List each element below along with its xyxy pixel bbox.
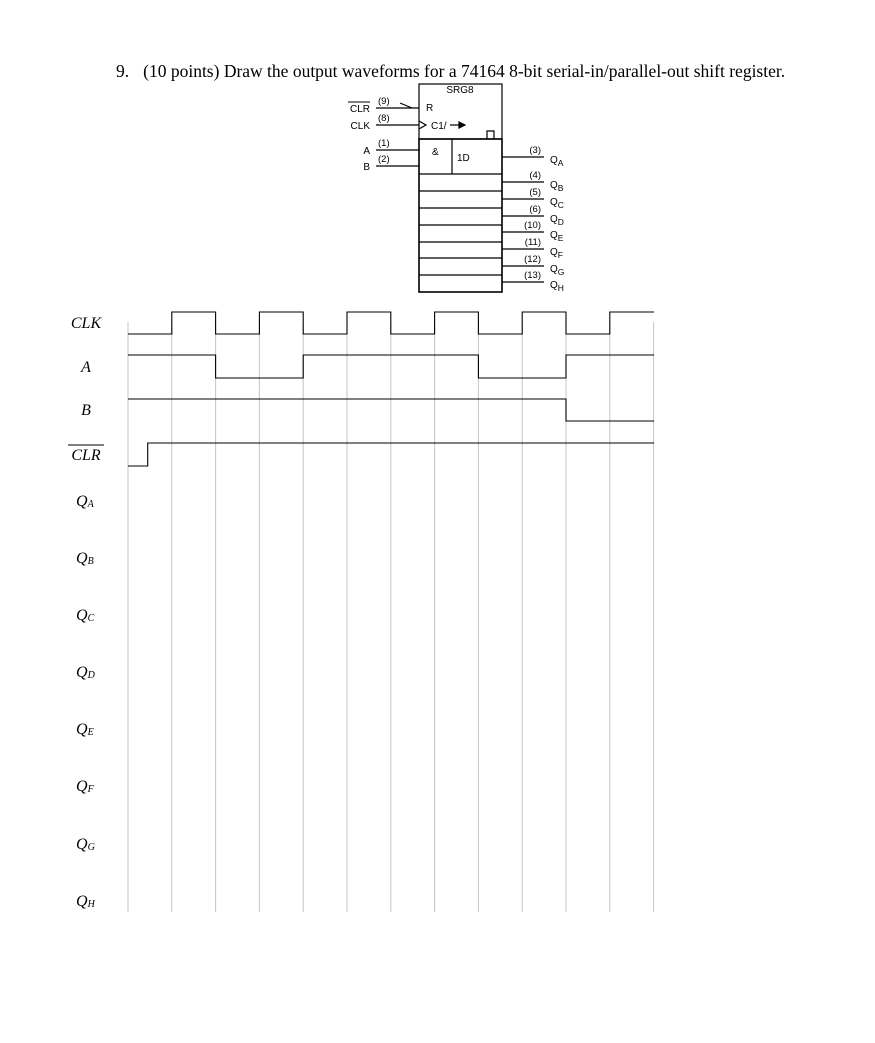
- chip-output-qe: $Q_E$: [550, 230, 564, 243]
- chip-input-a: A: [363, 146, 370, 157]
- signal-label-clr: CLR: [71, 447, 101, 464]
- control-notch: [487, 131, 494, 139]
- chip-output-qh: $Q_H$: [550, 280, 564, 293]
- chip-output-qa: $Q_A$: [550, 155, 564, 168]
- clr-inversion-icon: [400, 103, 412, 108]
- output-label-qg: QG: [76, 836, 95, 853]
- chip-output-pin: (12): [524, 254, 541, 265]
- chip-output-pin: (3): [529, 145, 541, 156]
- chip-input-clr: CLR: [349, 104, 370, 115]
- chip-output-qd: $Q_D$: [550, 214, 564, 227]
- chip-input-pin: (9): [378, 96, 390, 107]
- signal-label-b: B: [81, 402, 91, 419]
- chip-output-pin: (4): [529, 170, 541, 181]
- question-number: 9.: [116, 61, 130, 81]
- clock-label: C1/: [431, 121, 447, 132]
- output-label-qh: QH: [76, 893, 95, 910]
- chip-input-pin: (1): [378, 138, 390, 149]
- chip-output-pin: (6): [529, 204, 541, 215]
- output-label-qd: QD: [76, 664, 95, 681]
- chip-input-clk: CLK: [350, 121, 370, 132]
- timing-labels: [68, 315, 104, 910]
- reset-label: R: [426, 103, 434, 114]
- and-label: &: [432, 147, 439, 158]
- output-label-qa: QA: [76, 493, 94, 510]
- shift-arrow-head-icon: [459, 122, 465, 128]
- data-label: 1D: [457, 153, 470, 164]
- chip-title: SRG8: [446, 85, 474, 96]
- output-label-qc: QC: [76, 607, 95, 624]
- signal-label-a: A: [81, 359, 91, 376]
- timing-grid: [128, 322, 654, 912]
- chip-output-pin: (13): [524, 270, 541, 281]
- srg8-chip-symbol: [376, 84, 544, 292]
- output-label-qf: QF: [76, 778, 94, 795]
- chip-input-b: B: [363, 162, 370, 173]
- clk-waveform: [128, 312, 654, 334]
- output-label-qb: QB: [76, 550, 94, 567]
- clock-triangle-icon: [419, 121, 426, 129]
- chip-output-qc: $Q_C$: [550, 197, 564, 210]
- chip-outputs: [524, 145, 564, 293]
- chip-output-pin: (11): [524, 237, 541, 248]
- output-label-qe: QE: [76, 721, 94, 738]
- chip-output-qb: $Q_B$: [550, 180, 564, 193]
- question-body: (10 points) Draw the output waveforms for a 74164 8-bit serial-in/parallel-out shift register.: [143, 61, 786, 81]
- signal-label-clk: CLK: [70, 315, 102, 332]
- chip-output-pin: (10): [524, 220, 541, 231]
- chip-output-pin: (5): [529, 187, 541, 198]
- chip-input-pin: (2): [378, 154, 390, 165]
- chip-output-qf: $Q_F$: [550, 247, 563, 260]
- chip-output-qg: $Q_G$: [550, 264, 565, 277]
- chip-input-pin: (8): [378, 113, 390, 124]
